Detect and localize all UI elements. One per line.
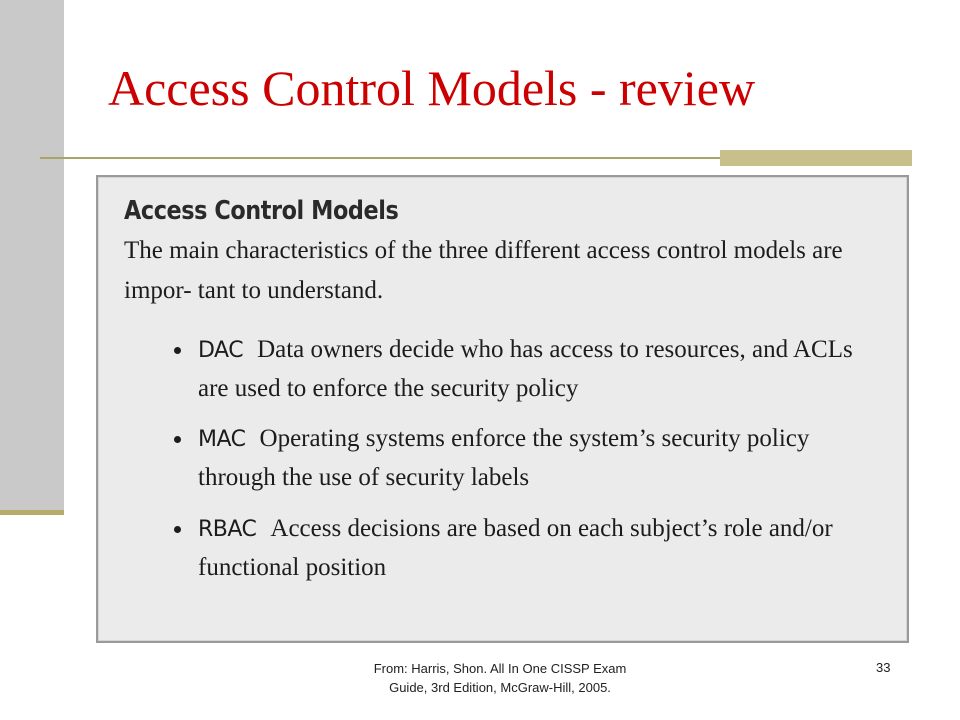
title-divider bbox=[40, 157, 720, 159]
model-term: MAC bbox=[198, 427, 246, 453]
model-term: RBAC bbox=[198, 516, 257, 542]
citation-line: From: Harris, Shon. All In One CISSP Exam bbox=[373, 661, 627, 676]
list-item-mac bbox=[124, 420, 879, 498]
excerpt-intro: The main characteristics of the three different access control models are impor- tant to understand. bbox=[124, 236, 843, 304]
sidebar-decoration bbox=[0, 0, 64, 512]
model-term: DAC bbox=[198, 337, 244, 363]
models-list bbox=[124, 331, 879, 588]
bullet-icon bbox=[174, 526, 181, 533]
list-item-dac bbox=[124, 331, 879, 409]
excerpt-heading: Access Control Models bbox=[124, 196, 399, 226]
list-item-rbac bbox=[124, 510, 879, 588]
model-description: Data owners decide who has access to resources, and ACLs are used to enforce the security policy bbox=[198, 335, 853, 402]
model-description: Operating systems enforce the system’s security policy through the use of security labels bbox=[198, 425, 810, 492]
slide-title: Access Control Models - review bbox=[108, 60, 756, 116]
page-number: 33 bbox=[876, 660, 891, 675]
sidebar-accent-line bbox=[0, 510, 64, 515]
book-excerpt-box bbox=[96, 175, 909, 643]
bullet-icon bbox=[174, 347, 181, 354]
title-divider-accent bbox=[720, 150, 912, 166]
citation-line: Guide, 3rd Edition, McGraw-Hill, 2005. bbox=[389, 679, 611, 695]
model-description: Access decisions are based on each subject’s role and/or functional position bbox=[198, 514, 833, 581]
footer-citation bbox=[330, 660, 670, 698]
bullet-icon bbox=[174, 436, 181, 443]
